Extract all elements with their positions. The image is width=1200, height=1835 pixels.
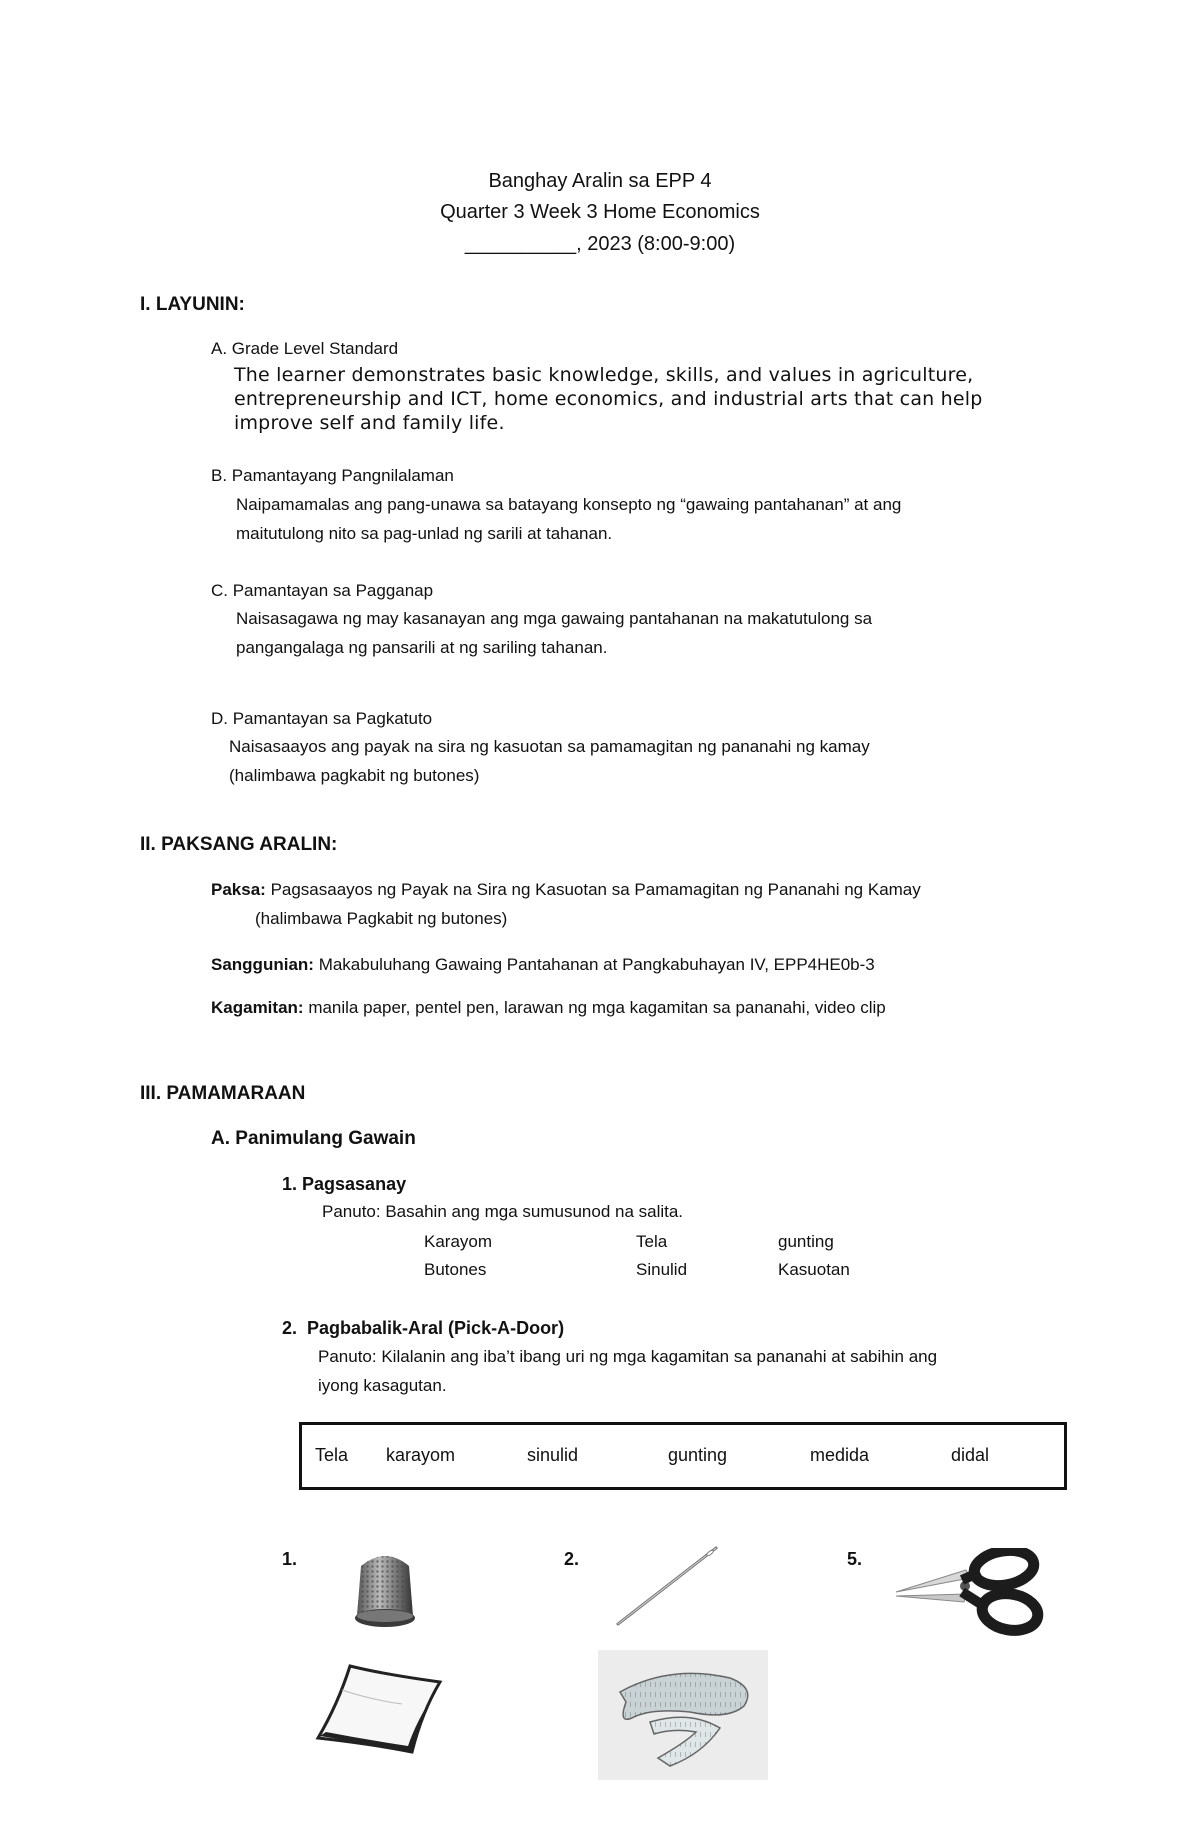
sanggunian-text: Makabuluhang Gawaing Pantahanan at Pangkabuhayan IV, EPP4HE0b-3 bbox=[318, 955, 875, 974]
paksa-label: Paksa: bbox=[211, 880, 266, 899]
section-heading-paksang-aralin: II. PAKSANG ARALIN: bbox=[140, 834, 338, 855]
pamantayang-pangnilalaman-label: B. Pamantayang Pangnilalaman bbox=[211, 466, 454, 485]
kagamitan-text: manila paper, pentel pen, larawan ng mga kagamitan sa pananahi, video clip bbox=[308, 998, 886, 1017]
panuto-text: Basahin ang mga sumusunod na salita. bbox=[385, 1202, 684, 1221]
panuto-label: Panuto: bbox=[322, 1202, 381, 1221]
thimble-icon bbox=[345, 1544, 425, 1632]
word-box bbox=[299, 1422, 1067, 1490]
pagbabalik-aral-panuto bbox=[318, 1342, 937, 1400]
document-title: Banghay Aralin sa EPP 4 bbox=[488, 170, 712, 192]
box-word-gunting: gunting bbox=[668, 1445, 728, 1465]
pagbabalik-aral-heading: 2. Pagbabalik-Aral (Pick-A-Door) bbox=[282, 1318, 565, 1338]
kagamitan-label: Kagamitan: bbox=[211, 998, 304, 1017]
image-number-5: 5. bbox=[847, 1549, 863, 1569]
document-subtitle: Quarter 3 Week 3 Home Economics bbox=[440, 201, 760, 223]
needle-icon bbox=[612, 1544, 722, 1629]
box-word-sinulid: sinulid bbox=[527, 1445, 579, 1465]
word-butones: Butones bbox=[424, 1260, 487, 1279]
word-karayom: Karayom bbox=[424, 1232, 493, 1251]
pagsasanay-heading: 1. Pagsasanay bbox=[282, 1174, 407, 1194]
pamantayan-pagganap-text: Naisasagawa ng may kasanayan ang mga gawaing pantahanan na makatutulong sa pangangalaga ng pansarili at ng sariling tahanan. bbox=[236, 609, 873, 657]
grade-level-standard-text: The learner demonstrates basic knowledge, skills, and values in agriculture, entrepreneurship and ICT, home economics, and industrial arts that can help improve self and family life. bbox=[234, 364, 983, 434]
section-heading-pamamaraan: III. PAMAMARAAN bbox=[140, 1083, 306, 1104]
kagamitan-line bbox=[211, 993, 886, 1022]
panuto-label-2: Panuto: bbox=[318, 1347, 377, 1366]
pamantayang-pangnilalaman-text: Naipamamalas ang pang-unawa sa batayang konsepto ng “gawaing pantahanan” at ang maitutulong nito sa pag-unlad ng sarili at tahanan. bbox=[236, 495, 902, 543]
box-word-didal: didal bbox=[951, 1445, 990, 1465]
paksa-text-2: (halimbawa Pagkabit ng butones) bbox=[255, 909, 508, 928]
word-gunting: gunting bbox=[778, 1232, 834, 1251]
word-tela: Tela bbox=[636, 1232, 668, 1251]
tape-measure-icon bbox=[610, 1662, 760, 1772]
paksa-text: Pagsasaayos ng Payak na Sira ng Kasuotan sa Pamamagitan ng Pananahi ng Kamay bbox=[270, 880, 921, 899]
panuto-text-2: Kilalanin ang iba’t ibang uri ng mga kagamitan sa pananahi at sabihin ang bbox=[381, 1347, 938, 1366]
word-sinulid: Sinulid bbox=[636, 1260, 688, 1279]
word-kasuotan: Kasuotan bbox=[778, 1260, 850, 1279]
pagsasanay-panuto bbox=[322, 1202, 683, 1222]
pamantayan-pagganap-label: C. Pamantayan sa Pagganap bbox=[211, 581, 434, 600]
grade-level-standard-label: A. Grade Level Standard bbox=[211, 339, 399, 358]
panimulang-gawain-heading: A. Panimulang Gawain bbox=[211, 1128, 416, 1149]
sanggunian-line bbox=[211, 950, 875, 979]
paksa-block bbox=[211, 875, 921, 933]
box-word-medida: medida bbox=[810, 1445, 870, 1465]
fabric-icon bbox=[312, 1660, 447, 1760]
pamantayan-pagkatuto-text: Naisasaayos ang payak na sira ng kasuotan sa pamamagitan ng pananahi ng kamay (halimbawa pagkabit ng butones) bbox=[229, 737, 870, 785]
box-word-karayom: karayom bbox=[386, 1445, 456, 1465]
image-number-2: 2. bbox=[564, 1549, 580, 1569]
pamantayan-pagkatuto-label: D. Pamantayan sa Pagkatuto bbox=[211, 709, 433, 728]
box-word-tela: Tela bbox=[315, 1445, 349, 1465]
panuto-text-2b: iyong kasagutan. bbox=[318, 1376, 447, 1395]
date-line: __________, 2023 (8:00-9:00) bbox=[464, 233, 736, 255]
sanggunian-label: Sanggunian: bbox=[211, 955, 314, 974]
image-number-1: 1. bbox=[282, 1549, 298, 1569]
section-heading-layunin: I. LAYUNIN: bbox=[140, 294, 245, 315]
scissors-icon bbox=[892, 1548, 1047, 1640]
